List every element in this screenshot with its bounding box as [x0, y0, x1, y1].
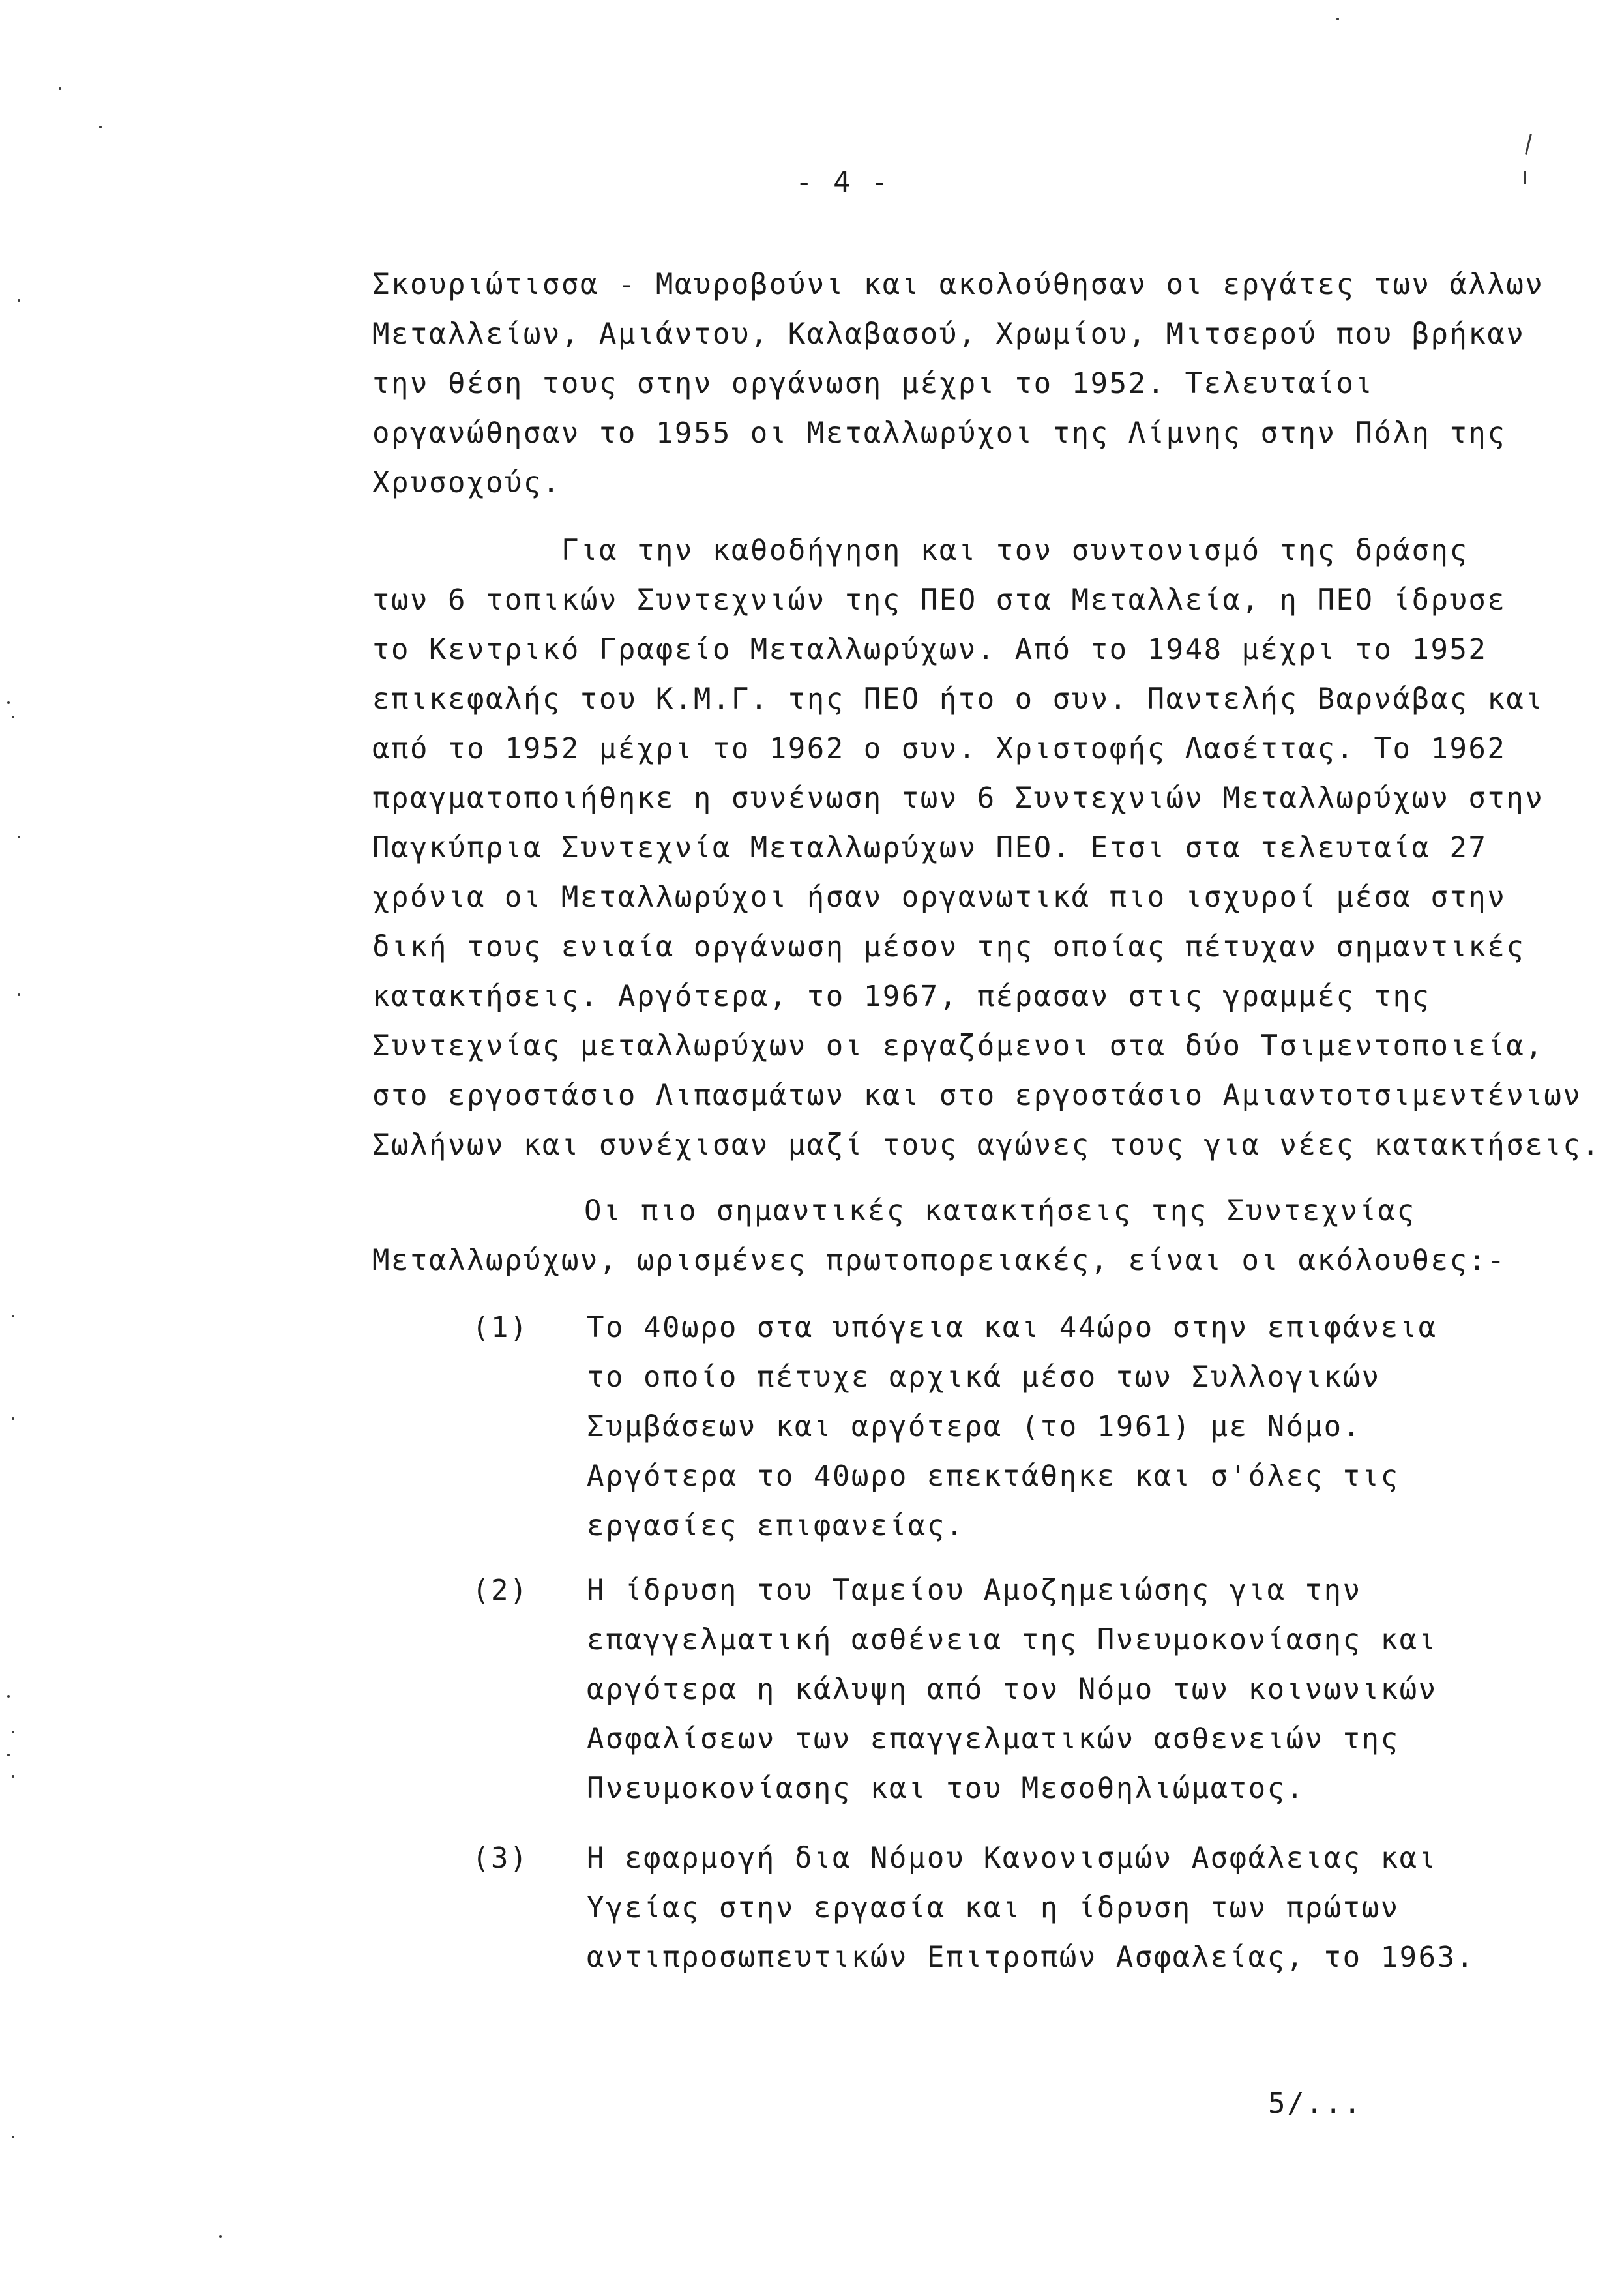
paragraph-line: Οι πιο σημαντικές κατακτήσεις της Συντεχνίας [584, 1194, 1416, 1228]
paragraph-line: οργανώθησαν το 1955 οι Μεταλλωρύχοι της Λίμνης στην Πόλη της [372, 417, 1507, 450]
paragraph [372, 260, 1544, 508]
paragraph-line: Για την καθοδήγηση και τον συντονισμό της δράσης [561, 534, 1469, 567]
scan-speck [7, 1754, 10, 1756]
paragraph-line: την θέση τους στην οργάνωση μέχρι το 1952. Τελευταίοι [372, 367, 1374, 400]
scan-mark [1524, 171, 1526, 184]
paragraph-line: κατακτήσεις. Αργότερα, το 1967, πέρασαν στις γραμμές της [372, 980, 1431, 1013]
scan-speck [12, 1417, 14, 1420]
list-item-line: Η ίδρυση του Ταμείου Αμοζημειώσης για την [587, 1574, 1362, 1607]
list-item-line: αργότερα η κάλυψη από τον Νόμο των κοινωνικών [587, 1673, 1437, 1706]
scan-speck [12, 2136, 14, 2138]
paragraph-line: επικεφαλής του Κ.Μ.Γ. της ΠΕΟ ήτο ο συν. Παντελής Βαρνάβας και [372, 683, 1544, 716]
scan-speck [7, 1695, 10, 1698]
list-item-text [587, 1566, 1437, 1814]
list-item-number: (2) [472, 1574, 529, 1607]
paragraph-line: χρόνια οι Μεταλλωρύχοι ήσαν οργανωτικά πιο ισχυροί μέσα στην [372, 881, 1507, 914]
scan-speck [7, 701, 10, 704]
paragraph [372, 526, 1600, 1170]
paragraph-line: Σωλήνων και συνέχισαν μαζί τους αγώνες τους για νέες κατακτήσεις. [372, 1128, 1601, 1162]
list-item-line: εργασίες επιφανείας. [587, 1509, 965, 1542]
scan-speck [219, 2235, 222, 2238]
list-item-text [587, 1303, 1437, 1551]
list-item-line: επαγγελματική ασθένεια της Πνευμοκονίασης και [587, 1623, 1437, 1656]
scan-speck [12, 716, 14, 718]
list-item-text [587, 1834, 1475, 1982]
list-item-line: αντιπροσωπευτικών Επιτροπών Ασφαλείας, το 1963. [587, 1941, 1475, 1974]
scan-speck [59, 87, 61, 90]
continuation-marker: 5/... [1268, 2087, 1363, 2120]
scan-speck [1336, 18, 1339, 20]
list-item-line: Αργότερα το 40ωρο επεκτάθηκε και σ'όλες τις [587, 1460, 1400, 1493]
paragraph-line: από το 1952 μέχρι το 1962 ο συν. Χριστοφής Λασέττας. Το 1962 [372, 732, 1507, 765]
list-item-line: Πνευμοκονίασης και του Μεσοθηλιώματος. [587, 1772, 1305, 1805]
scan-speck [12, 1315, 14, 1317]
paragraph [372, 1186, 1506, 1286]
paragraph-line: των 6 τοπικών Συντεχνιών της ΠΕΟ στα Μεταλλεία, η ΠΕΟ ίδρυσε [372, 583, 1507, 617]
paragraph-line: Μεταλλωρύχων, ωρισμένες πρωτοπορειακές, είναι οι ακόλουθες:- [372, 1244, 1507, 1277]
list-item-line: Η εφαρμογή δια Νόμου Κανονισμών Ασφάλειας και [587, 1842, 1437, 1875]
scan-speck [99, 126, 102, 128]
list-item-number: (1) [472, 1311, 529, 1344]
list-item-line: Το 40ωρο στα υπόγεια και 44ώρο στην επιφάνεια [587, 1311, 1437, 1344]
scan-speck [12, 1775, 14, 1778]
paragraph-line: Μεταλλείων, Αμιάντου, Καλαβασού, Χρωμίου, Μιτσερού που βρήκαν [372, 317, 1526, 351]
paragraph-line: στο εργοστάσιο Λιπασμάτων και στο εργοστάσιο Αμιαντοτσιμεντένιων [372, 1079, 1582, 1112]
list-item-line: Υγείας στην εργασία και η ίδρυση των πρώτων [587, 1891, 1400, 1924]
paragraph-line: δική τους ενιαία οργάνωση μέσον της οποίας πέτυχαν σημαντικές [372, 930, 1526, 964]
scan-speck [18, 836, 20, 838]
list-item-line: το οποίο πέτυχε αρχικά μέσο των Συλλογικών [587, 1361, 1381, 1394]
list-item-line: Ασφαλίσεων των επαγγελματικών ασθενειών της [587, 1722, 1400, 1756]
page-number: - 4 - [795, 166, 890, 199]
scan-speck [18, 993, 20, 996]
scan-mark [1525, 134, 1532, 155]
paragraph-line: πραγματοποιήθηκε η συνένωση των 6 Συντεχνιών Μεταλλωρύχων στην [372, 782, 1544, 815]
paragraph-line: Συντεχνίας μεταλλωρύχων οι εργαζόμενοι στα δύο Τσιμεντοποιεία, [372, 1029, 1544, 1063]
paragraph-line: Χρυσοχούς. [372, 466, 561, 499]
paragraph-line: Παγκύπρια Συντεχνία Μεταλλωρύχων ΠΕΟ. Ετσι στα τελευταία 27 [372, 831, 1488, 864]
list-item-line: Συμβάσεων και αργότερα (το 1961) με Νόμο. [587, 1410, 1362, 1443]
list-item-number: (3) [472, 1842, 529, 1875]
scan-speck [12, 1731, 14, 1733]
scan-speck [18, 299, 20, 302]
paragraph-line: Σκουριώτισσα - Μαυροβούνι και ακολούθησαν οι εργάτες των άλλων [372, 268, 1544, 301]
paragraph-line: το Κεντρικό Γραφείο Μεταλλωρύχων. Από το 1948 μέχρι το 1952 [372, 633, 1488, 666]
